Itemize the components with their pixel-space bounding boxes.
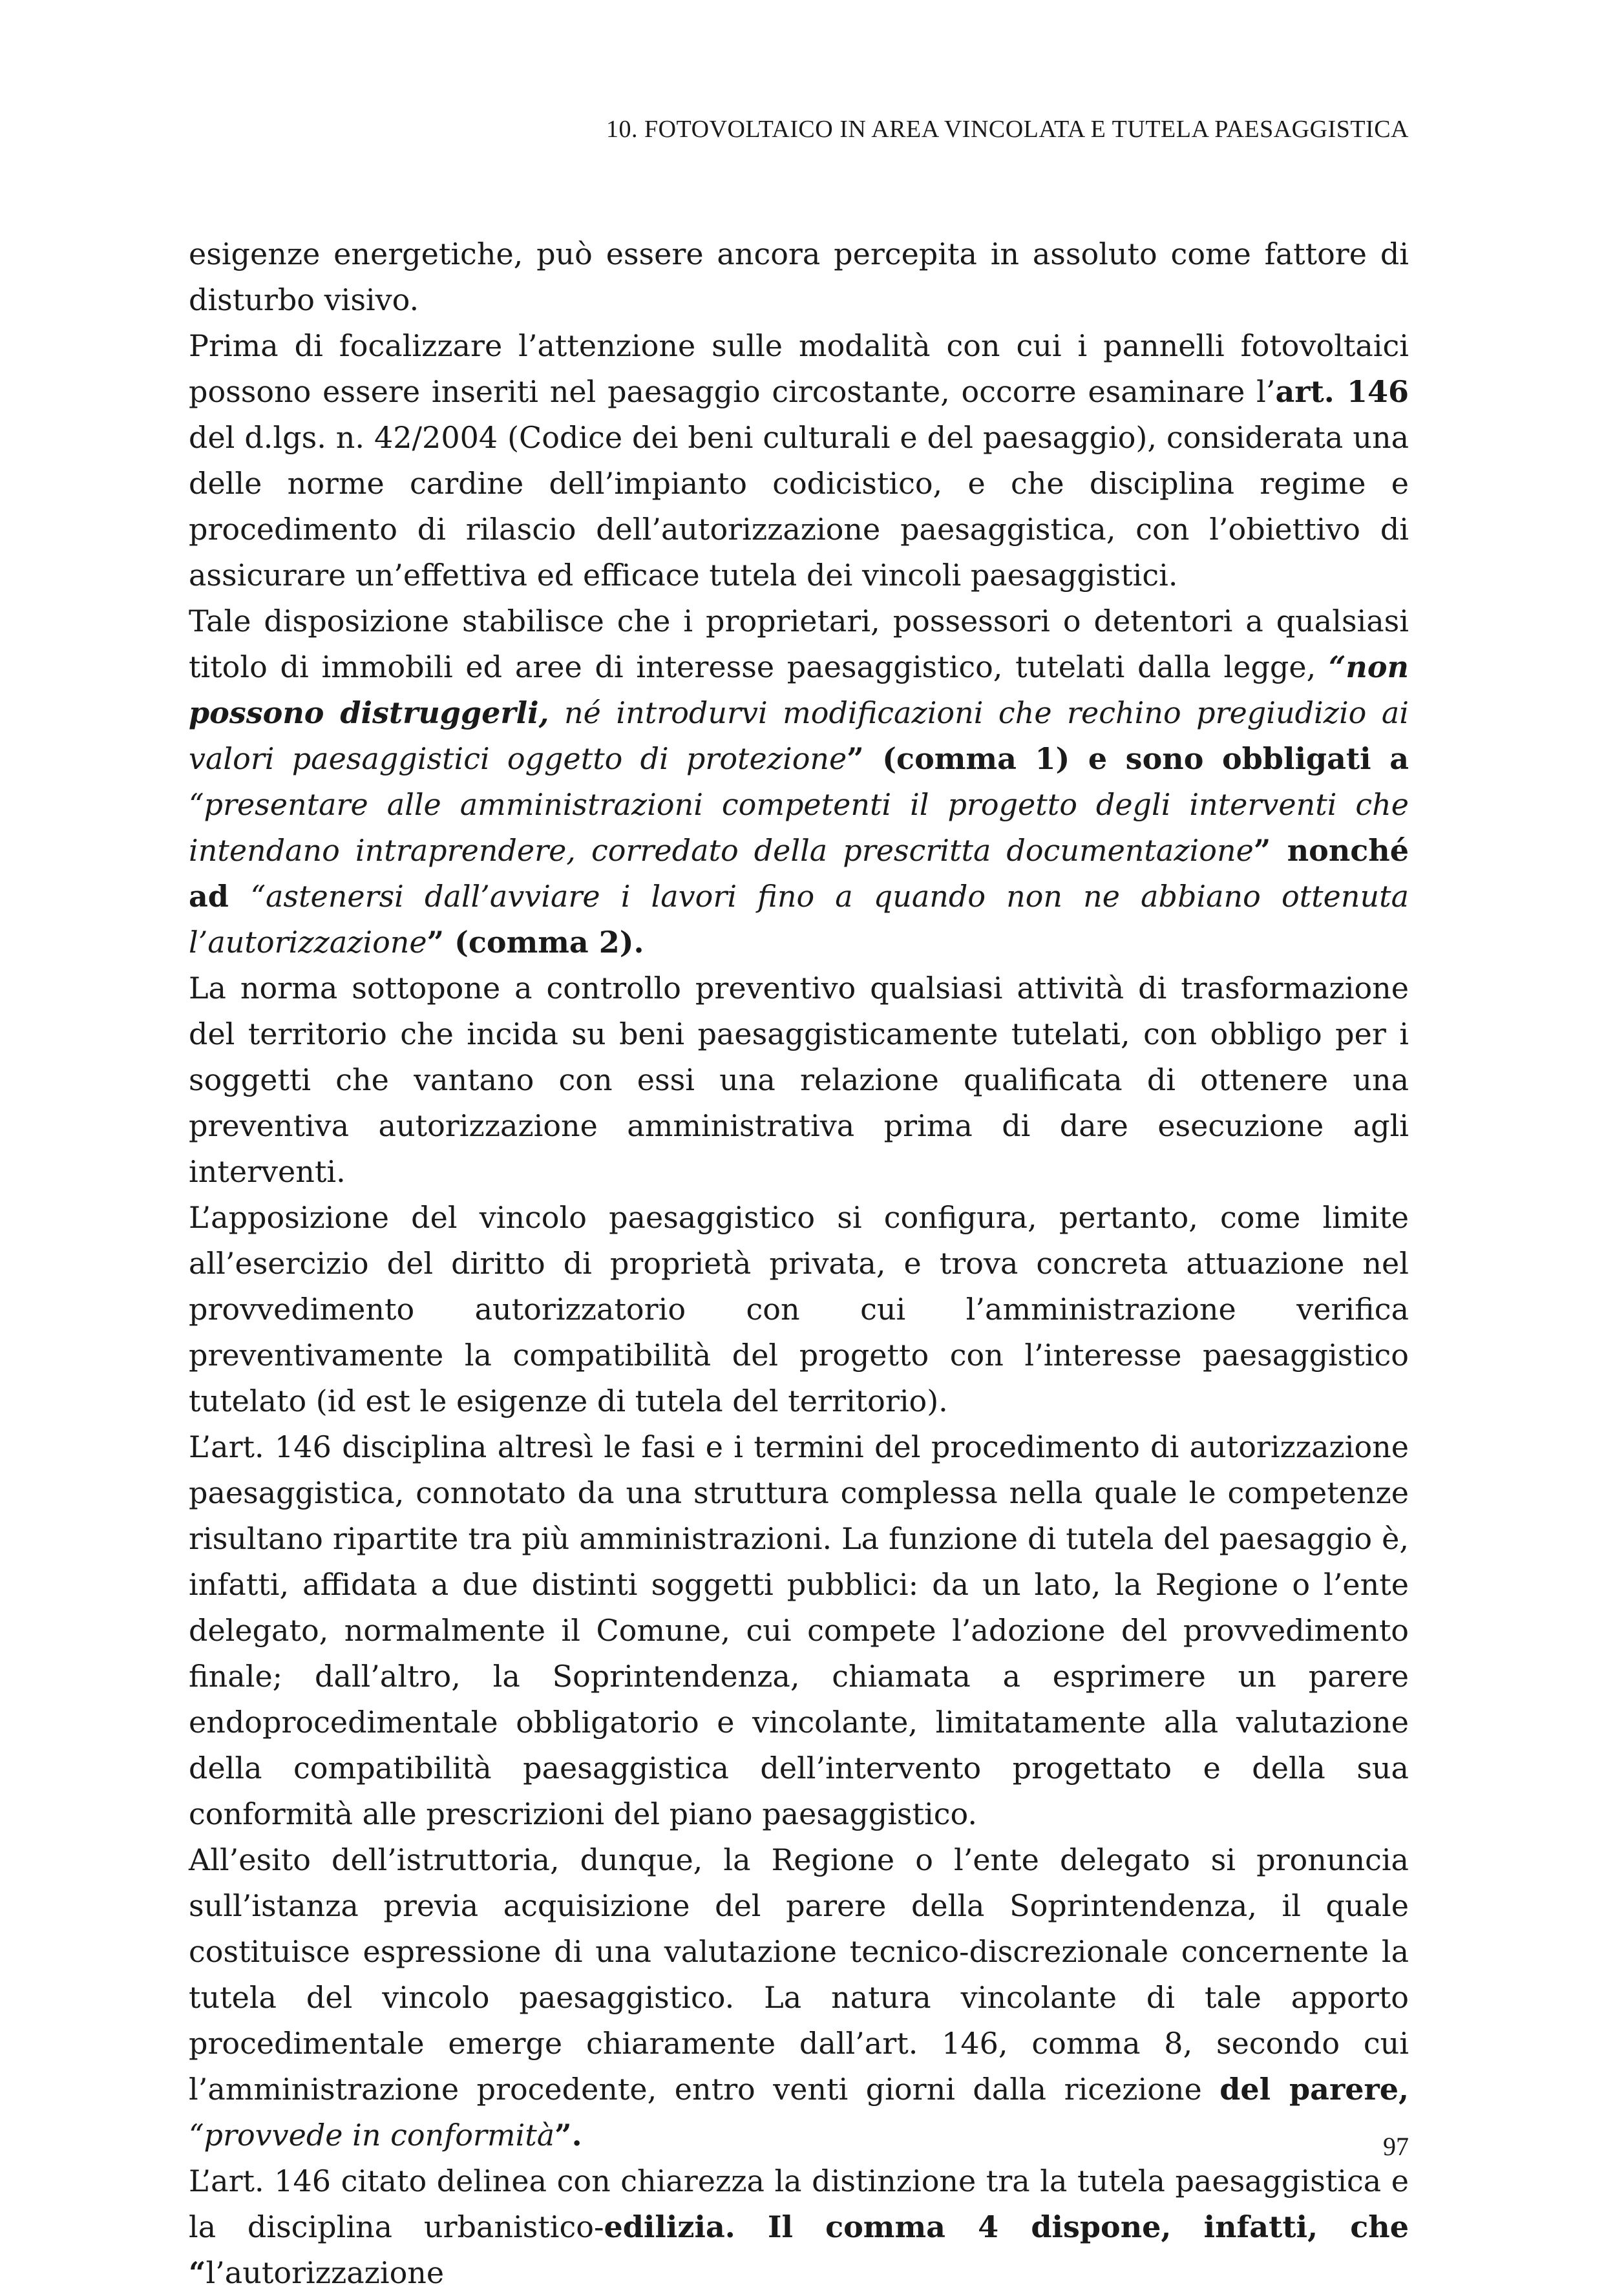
running-header: 10. FOTOVOLTAICO IN AREA VINCOLATA E TUTELA PAESAGGISTICA xyxy=(606,116,1409,143)
page-number: 97 xyxy=(1383,2132,1409,2161)
paragraph-8 xyxy=(189,2158,1409,2296)
paragraph-7-end: ”. xyxy=(554,2118,582,2153)
paragraph-3-quote-bold: “non possono distruggerli, xyxy=(189,649,1409,730)
paragraph-8-bold: edilizia. Il comma 4 dispone, infatti, che “ xyxy=(189,2209,1409,2290)
paragraph-2-text-a: Prima di focalizzare l’attenzione sulle modalità con cui i pannelli fotovoltaici possono essere inseriti nel paesaggio circostante, occorre esaminare l’ xyxy=(189,328,1409,409)
paragraph-1: esigenze energetiche, può essere ancora percepita in assoluto come fattore di disturbo visivo. xyxy=(189,237,1409,317)
body-text xyxy=(189,231,1409,2296)
paragraph-8-text-a: L’art. 146 citato delinea con chiarezza la distinzione tra la tutela paesaggistica e la disciplina urbanistico- xyxy=(189,2164,1409,2244)
paragraph-2 xyxy=(189,323,1409,598)
paragraph-7-bold: del parere, xyxy=(1219,2072,1409,2107)
paragraph-3-comma-2: ” (comma 2). xyxy=(427,925,644,960)
paragraph-4: La norma sottopone a controllo preventivo qualsiasi attività di trasformazione del territorio che incida su beni paesaggisticamente tutelati, con obbligo per i soggetti che vantano con essi una relazione qualificata di ottenere una preventiva autorizzazione amministrativa prima di dare esecuzione agli interventi. xyxy=(189,971,1409,1189)
paragraph-3-text-a: Tale disposizione stabilisce che i proprietari, possessori o detentori a qualsiasi titolo di immobili ed aree di interesse paesaggistico, tutelati dalla legge, xyxy=(189,604,1409,684)
paragraph-7-text-a: All’esito dell’istruttoria, dunque, la Regione o l’ente delegato si pronuncia sull’istanza previa acquisizione del parere della Soprintendenza, il quale costituisce espressione di una valutazione tecnico-discrezionale concernente la tutela del vincolo paesaggistico. La natura vincolante di tale apporto procedimentale emerge chiaramente dall’art. 146, comma 8, secondo cui l’amministrazione procedente, entro venti giorni dalla ricezione xyxy=(189,1842,1409,2107)
paragraph-6: L’art. 146 disciplina altresì le fasi e i termini del procedimento di autorizzazione paesaggistica, connotato da una struttura complessa nella quale le competenze risultano ripartite tra più amministrazioni. La funzione di tutela del paesaggio è, infatti, affidata a due distinti soggetti pubblici: da un lato, la Regione o l’ente delegato, normalmente il Comune, cui compete l’adozione del provvedimento finale; dall’altro, la Soprintendenza, chiamata a esprimere un parere endoprocedimentale obbligatorio e vincolante, limitatamente alla valutazione della compatibilità paesaggistica dell’intervento progettato e della sua conformità alle prescrizioni del piano paesaggistico. xyxy=(189,1429,1409,1831)
paragraph-3-nonche: ” nonché ad xyxy=(189,833,1409,914)
paragraph-3-quote-1: né introdurvi modificazioni che rechino pregiudizio ai valori paesaggistici oggetto di protezione xyxy=(189,695,1409,776)
paragraph-3-comma-1: ” (comma 1) e sono obbligati a xyxy=(847,741,1409,776)
paragraph-7 xyxy=(189,1837,1409,2158)
paragraph-8-text-c: l’autorizzazione xyxy=(206,2255,445,2290)
paragraph-2-text-c: del d.lgs. n. 42/2004 (Codice dei beni culturali e del paesaggio), considerata una delle norme cardine dell’impianto codicistico, e che disciplina regime e procedimento di rilascio dell’autorizzazione paesaggistica, con l’obiettivo di assicurare un’effettiva ed efficace tutela dei vincoli paesaggistici. xyxy=(189,420,1409,593)
paragraph-5: L’apposizione del vincolo paesaggistico si configura, pertanto, come limite all’esercizio del diritto di proprietà privata, e trova concreta attuazione nel provvedimento autorizzatorio con cui l’amministrazione verifica preventivamente la compatibilità del progetto con l’interesse paesaggistico tutelato (id est le esigenze di tutela del territorio). xyxy=(189,1200,1409,1418)
paragraph-3-quote-3: “astenersi dall’avviare i lavori fino a quando non ne abbiano ottenuta l’autorizzazione xyxy=(189,879,1409,960)
paragraph-2-bold-ref: art. 146 xyxy=(1275,374,1409,409)
paragraph-3-quote-2: “presentare alle amministrazioni competenti il progetto degli interventi che intendano intraprendere, corredato della prescritta documentazione xyxy=(189,787,1409,868)
paragraph-7-quote: “provvede in conformità xyxy=(189,2118,555,2153)
paragraph-3 xyxy=(189,598,1409,965)
